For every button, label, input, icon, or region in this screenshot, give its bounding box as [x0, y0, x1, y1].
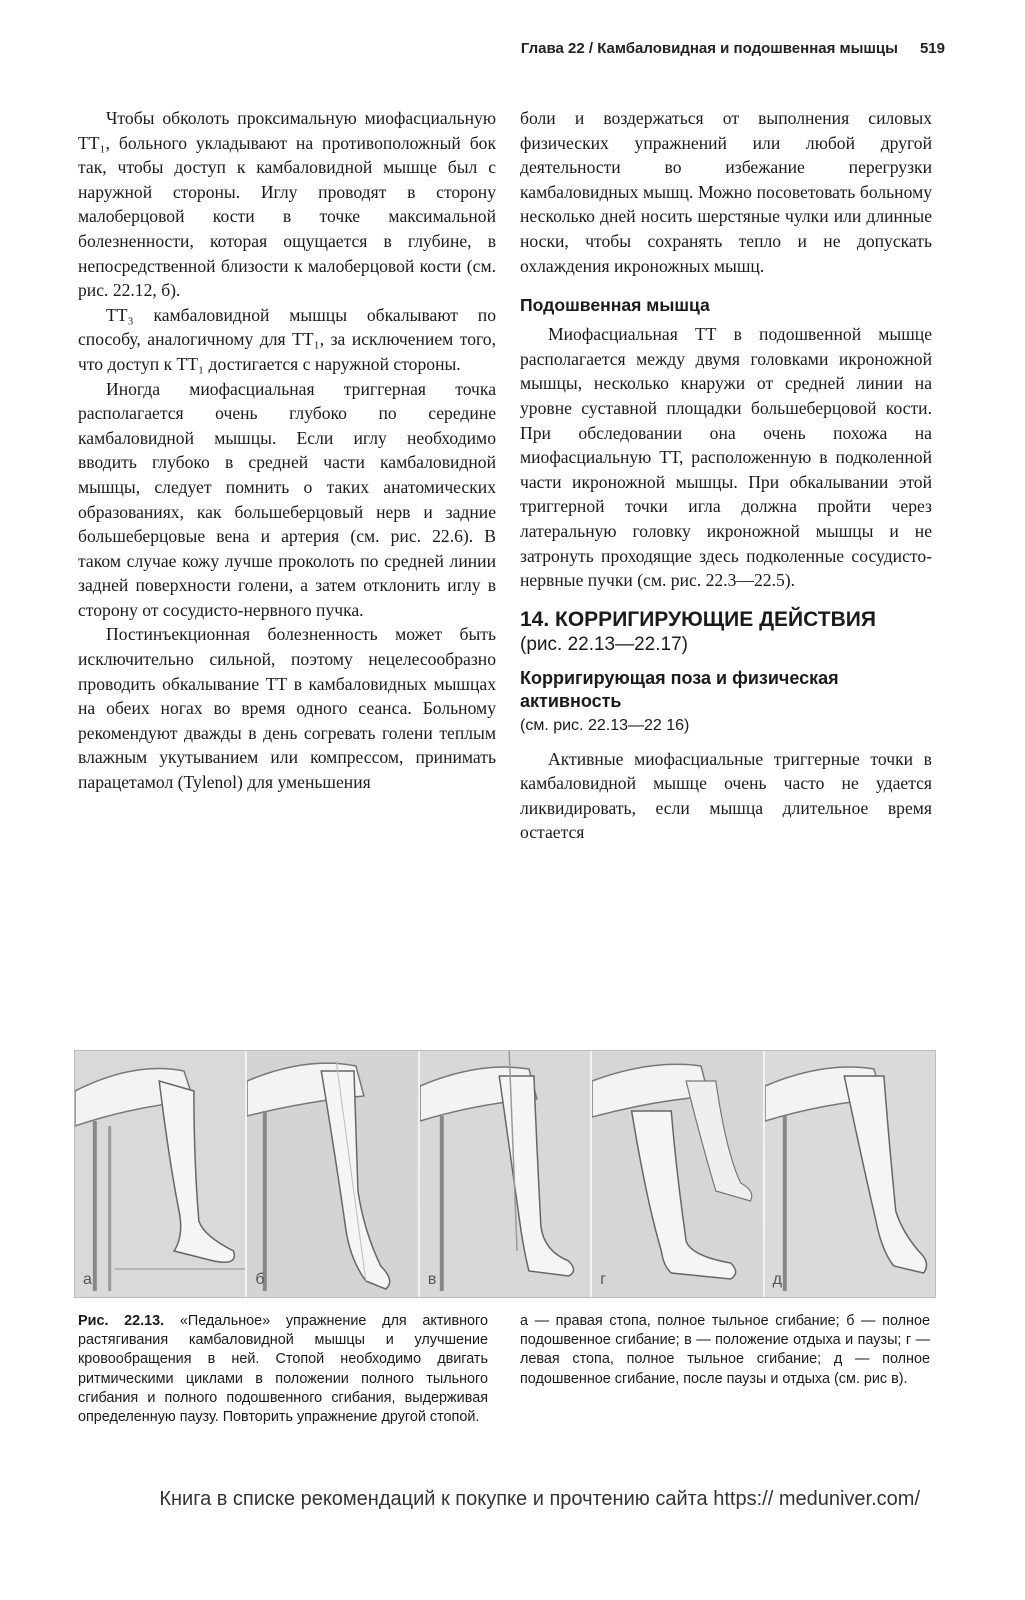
figure-caption-right: [520, 1312, 930, 1389]
footer-note: Книга в списке рекомендаций к покупке и прочтению сайта https:// meduniver.com/: [159, 1488, 920, 1510]
paragraph: Чтобы обколоть проксимальную миофасциальную ТТ₁, больного укладывают на противоположный бок так, чтобы доступ к камбаловидной мышце был с наружной стороны. Иглу проводят в сторону малоберцовой кости в точке максимальной болезненности, которая ощущается в глубине, в непосредственной близости к малоберцовой кости (см. рис. 22.12, б).: [78, 108, 496, 301]
page-header: [80, 40, 945, 57]
figure-panel: [420, 1051, 592, 1297]
panel-letter: в: [427, 1271, 437, 1288]
panel-letter: а: [83, 1271, 92, 1288]
paragraph: Активные миофасциальные триггерные точки в камбаловидной мышце очень часто не удается ликвидировать, если мышца длительное время остается: [520, 748, 932, 843]
subheading-posture: Корригирующая поза и физическая активность: [520, 667, 839, 711]
figure-panel: [765, 1051, 935, 1297]
figure-22-13: [74, 1050, 936, 1298]
chapter-title: Глава 22 / Камбаловидная и подошвенная мышцы: [520, 40, 898, 57]
figure-panel: [247, 1051, 419, 1297]
caption-label: Рис. 22.13.: [78, 1313, 165, 1329]
section-title: 14. КОРРИГИРУЮЩИЕ ДЕЙСТВИЯ: [520, 607, 876, 631]
panel-letter: б: [255, 1271, 265, 1288]
paragraph: Миофасциальная ТТ в подошвенной мышце располагается между двумя головками икроножной мышцы, несколько кнаружи от средней линии на уровне суставной площадки большеберцовой кости. При обследовании она очень похожа на миофасциальную ТТ, расположенную в подколенной части икроножной мышцы. При обкалывании этой триггерной точки игла должна пройти через латеральную головку икроножной мышцы и не затронуть проходящие здесь подколенные сосудисто-нервные пучки (см. рис. 22.3—22.5).: [520, 324, 932, 591]
panel-letter: д: [772, 1271, 782, 1288]
leg-illustration-icon: [75, 1051, 245, 1297]
leg-illustration-icon: [765, 1051, 935, 1297]
caption-legend: а — правая стопа, полное тыльное сгибание; б — полное подошвенное сгибание; в — положение отдыха и паузы; г — левая стопа, полное тыльное сгибание; д — полное подошвенное сгибание, после паузы и отдыха (см. рис в).: [520, 1313, 930, 1387]
left-column: [78, 106, 496, 795]
figure-panel: [75, 1051, 247, 1297]
subheading-figure-ref: (см. рис. 22.13—22 16): [520, 716, 690, 734]
caption-text: «Педальное» упражнение для активного растягивания камбаловидной мышцы и улучшение кровообращения в ней. Стопой необходимо двигать ритмическими циклами в положении полного тыльного сгибания и полного подошвенного сгибания, выдерживая определенную паузу. Повторить упражнение другой стопой.: [78, 1313, 488, 1426]
paragraph: боли и воздержаться от выполнения силовых физических упражнений или любой другой деятельности во избежание перегрузки камбаловидных мышц. Можно посоветовать больному несколько дней носить шерстяные чулки или длинные носки, чтобы сохранять тепло и не допускать охлаждения икроножных мышц.: [520, 108, 932, 276]
right-column: [520, 106, 932, 845]
section-figure-ref: (рис. 22.13—22.17): [520, 633, 688, 655]
paragraph: Постинъекционная болезненность может быть исключительно сильной, поэтому нецелесообразно проводить обкалывание ТТ в камбаловидных мышцах на обеих ногах во время одного сеанса. Больному рекомендуют дважды в день согревать голени теплым влажным укутыванием или компрессом, принимать парацетамол (Tylenol) для уменьшения: [78, 624, 496, 793]
paragraph: Иногда миофасциальная триггерная точка располагается очень глубоко по середине камбаловидной мышцы. Если иглу необходимо вводить глубоко в средней части камбаловидной мышцы, следует помнить о таких анатомических образованиях, как большеберцовый нерв и задние большеберцовые вена и артерия (см. рис. 22.6). В таком случае кожу лучше проколоть по средней линии задней поверхности голени, а затем отклонить иглу в сторону от сосудисто-нервного пучка.: [78, 378, 496, 620]
figure-caption-left: [78, 1312, 488, 1427]
paragraph: ТТ₃ камбаловидной мышцы обкалывают по способу, аналогичному для ТТ₁, за исключением того, что доступ к ТТ₁ достигается с наружной стороны.: [78, 304, 496, 374]
page-number: 519: [919, 40, 945, 57]
leg-illustration-icon: [247, 1051, 417, 1297]
leg-illustration-icon: [420, 1051, 590, 1297]
panel-letter: г: [600, 1271, 607, 1288]
subheading-plantaris: Подошвенная мышца: [520, 295, 710, 316]
leg-illustration-icon: [592, 1051, 762, 1297]
figure-panel: [592, 1051, 764, 1297]
